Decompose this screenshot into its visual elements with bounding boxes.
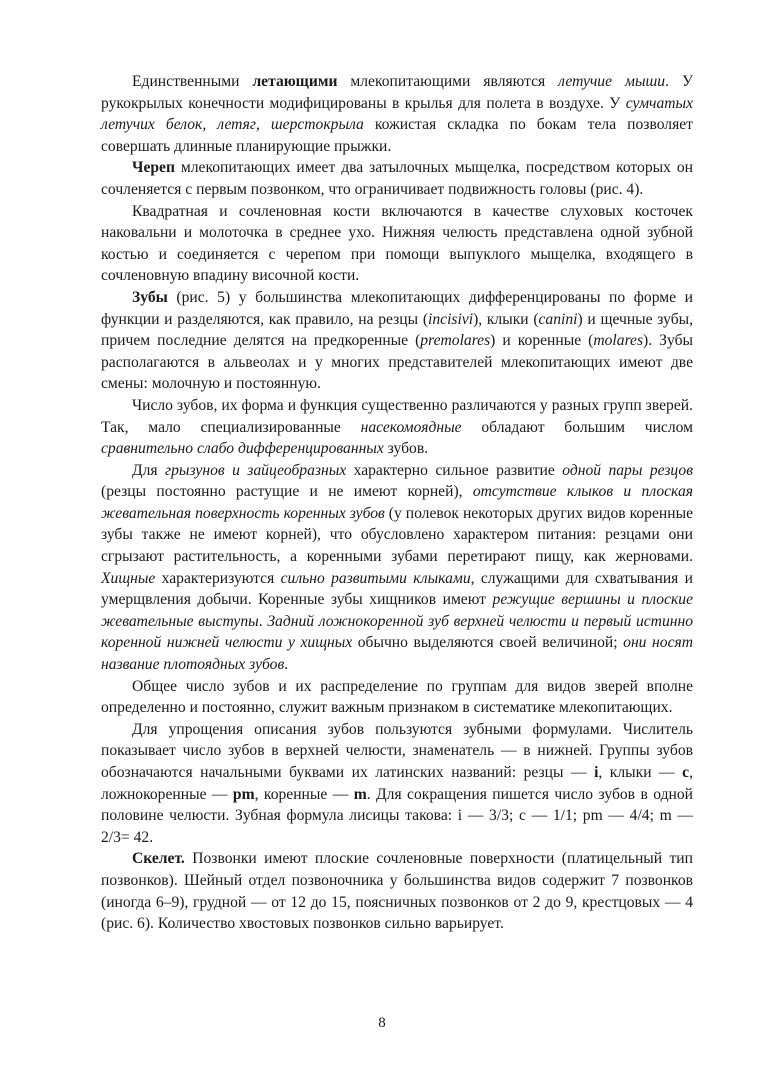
text-run: кожистая складка по бокам тела позволяет совершать длинные планирующие прыжки. — [101, 116, 693, 155]
text-run: (рис. 5) у большинства млекопитающих дифференцированы по форме и функции и разделяются, как правило, на резцы ( — [101, 288, 693, 328]
page-number: 8 — [378, 1015, 386, 1031]
text-run: (у полевок некоторых других видов коренные зубы также не имеют корней), что обусловлено характером питания: резцами они сгрызают растительность, а коренными зубами перетирают пищу, как жерновами. — [101, 504, 693, 566]
text-run: , служащими для схватывания и умерщвления добычи. Коренные зубы хищников имеют — [101, 569, 693, 609]
text-run: ), клыки ( — [473, 310, 539, 328]
text-run: , ложнокоренные — — [101, 764, 693, 803]
text-run: Число зубов, их форма и функция существенно различаются у разных групп зверей. Так, мало специализированные — [101, 396, 693, 436]
paragraph — [101, 287, 693, 395]
text-run: млекопитающих имеет два затылочных мыщелка, посредством которых он сочленяется с первым позвонком, что ограничивает подвижность головы (рис. 4). — [101, 159, 693, 198]
paragraph — [101, 676, 693, 719]
bold-term: Череп — [132, 159, 175, 177]
paragraph — [101, 201, 693, 287]
italic-term: сравнительно слабо дифференцированных — [101, 440, 384, 458]
italic-term: одной пары резцов — [562, 461, 693, 479]
text-run: ) и щечные зубы, причем последние делятся на предкоренные ( — [101, 310, 694, 350]
text-run: . — [284, 656, 289, 674]
text-run: ) и коренные ( — [490, 332, 594, 350]
italic-term: отсутствие клыков и плоская жевательная поверхность коренных зубов — [101, 483, 693, 522]
italic-term: molares — [593, 332, 644, 350]
paragraph — [101, 157, 693, 200]
text-run: ). Зубы располагаются в альвеолах и у многих представителей млекопитающих имеют две смены: молочную и постоянную. — [101, 332, 693, 393]
bold-term: Зубы — [132, 288, 168, 306]
text-run: . У рукокрылых конечности модифицированы в крылья для полета в воздухе. У — [101, 73, 694, 112]
text-run: , коренные — — [254, 785, 354, 803]
paragraph — [101, 460, 693, 676]
text-run: Позвонки имеют плоские сочленовные поверхности (платицельный тип позвонков). Шейный отдел позвоночника у большинства видов содержит 7 позвонков (иногда 6–9), грудной — от 12 до 15, поясничных позвонков от 2 до 9, крестцовых — 4 (рис. 6). Количество хвостовых позвонков сильно варьирует. — [101, 850, 693, 933]
paragraph — [101, 848, 693, 934]
italic-term: насекомоядные — [360, 418, 462, 436]
text-run: (резцы постоянно растущие и не имеют корней), — [101, 483, 473, 501]
text-run: зубов. — [383, 440, 429, 458]
text-run: обычно выделяются своей величиной; — [352, 634, 624, 652]
italic-term: Задний ложнокоренной зуб верхней челюсти и первый истинно коренной нижней челюсти у хищных — [101, 612, 694, 652]
text-run: характерно сильное развитие — [346, 461, 563, 479]
text-run: Для — [132, 461, 166, 479]
paragraph — [101, 71, 693, 157]
italic-term: режущие вершины и плоские жевательные выступы — [101, 591, 693, 630]
italic-term: сумчатых летучих белок, летяг, шерстокрыла — [101, 94, 693, 134]
text-run: Для упрощения описания зубов пользуются зубными формулами. Числитель показывает число зубов в верхней челюсти, знаменатель — в нижней. Группы зубов обозначаются начальными буквами их латинских названий: резцы — — [101, 720, 693, 781]
bold-term: летающими — [252, 73, 338, 90]
text-run: обладают большим числом — [461, 418, 693, 436]
italic-term: Хищные — [101, 569, 156, 587]
text-run: характеризуются — [155, 569, 281, 587]
text-run: Единственными — [132, 73, 253, 90]
bold-term: pm — [232, 785, 255, 803]
body-text — [101, 71, 693, 935]
text-run: млекопитающими являются — [337, 73, 559, 90]
italic-term: они носят название плотоядных зубов — [101, 634, 693, 674]
paragraph — [101, 395, 693, 460]
bold-term: Скелет. — [132, 850, 185, 868]
text-run: Общее число зубов и их распределение по группам для видов зверей вполне определенно и постоянно, служит важным признаком в систематике млекопитающих. — [101, 677, 693, 717]
italic-term: incisivi — [428, 310, 474, 328]
italic-term: canini — [538, 310, 578, 328]
text-run: . Для сокращения пишется число зубов в одной половине челюсти. Зубная формула лисицы такова: i — 3/3; c — 1/1; pm — 4/4; m — 2/3= 42. — [101, 785, 693, 846]
bold-term: i — [594, 764, 599, 781]
paragraph — [101, 719, 693, 849]
bold-term: m — [353, 785, 367, 803]
italic-term: летучие мыши — [558, 73, 666, 90]
text-run: Квадратная и сочленовная кости включаются в качестве слуховых косточек наковальни и молоточка в среднее ухо. Нижняя челюсть представлена одной зубной костью и соединяется с черепом при помощи выпуклого мыщелка, входящего в сочленовную впадину височной кости. — [101, 202, 693, 285]
italic-term: грызунов и зайцеобразных — [165, 461, 347, 479]
text-run: . — [258, 612, 268, 630]
text-run: , клыки — — [598, 764, 683, 781]
italic-term: premolares — [420, 332, 491, 350]
bold-term: c — [682, 764, 690, 781]
italic-term: сильно развитыми клыками — [280, 569, 471, 587]
